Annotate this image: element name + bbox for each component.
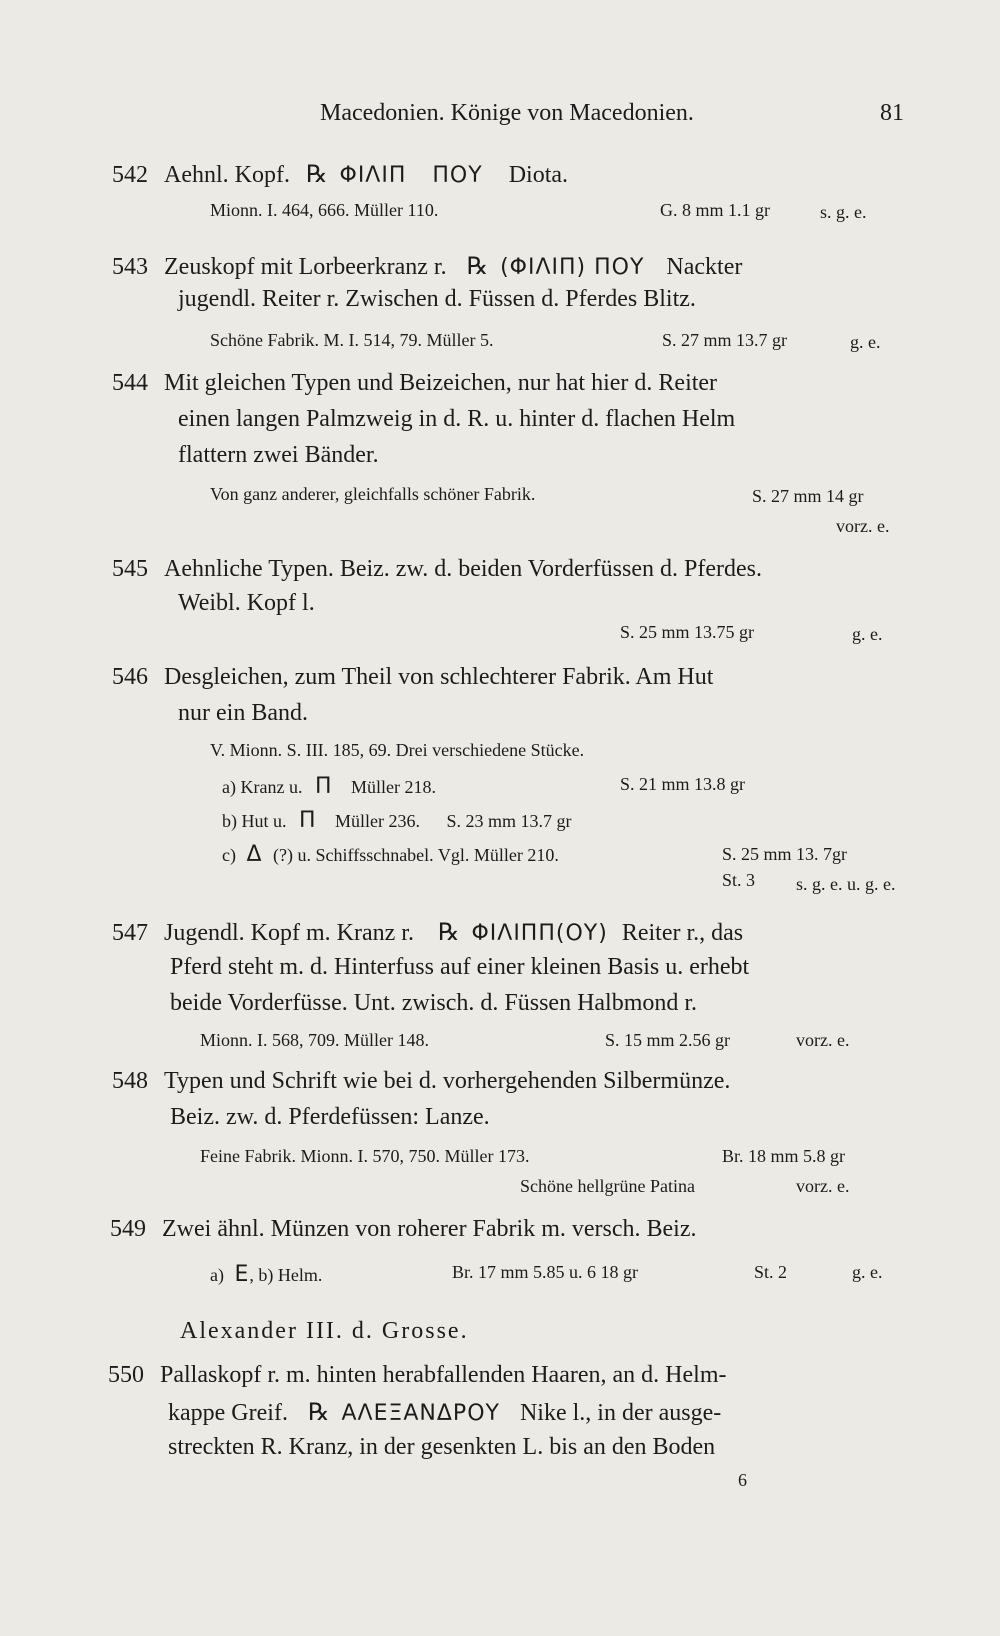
recipe-reverse-symbol: ℞ [466,254,489,280]
entry-548-reference: Feine Fabrik. Mionn. I. 570, 750. Müller 173. [200,1146,530,1166]
entry-544-line-2: einen langen Palmzweig in d. R. u. hinter d. flachen Helm [178,406,736,432]
entry-547-line-3: beide Vorderfüsse. Unt. zwisch. d. Füssen Halbmond r. [170,990,698,1016]
entry-545-line-2: Weibl. Kopf l. [178,590,315,616]
entry-548-grade: vorz. e. [796,1176,850,1196]
entry-550-line-3: streckten R. Kranz, in der gesenkten L. bis an den Boden [168,1434,716,1460]
entry-549-grade: g. e. [852,1262,883,1282]
entry-546-variant-a: a) Kranz u. Π Müller 218. [222,774,437,799]
entry-545-grade: g. e. [852,624,883,644]
entry-549-metrics: Br. 17 mm 5.85 u. 6 18 gr [452,1262,639,1282]
entry-548-line-1: 548 Typen und Schrift wie bei d. vorhergehenden Silbermünze. [112,1068,731,1094]
entry-544-grade: vorz. e. [836,516,890,536]
entry-546-variant-c-metrics: S. 25 mm 13. 7gr [722,844,848,864]
greek-letter-pi: Π [299,808,317,833]
entry-546-line-1: 546 Desgleichen, zum Theil von schlechterer Fabrik. Am Hut [112,664,714,690]
entry-547-reference: Mionn. I. 568, 709. Müller 148. [200,1030,429,1050]
entry-549-variants: a) E, b) Helm. [210,1262,323,1287]
entry-543-reference: Schöne Fabrik. M. I. 514, 79. Müller 5. [210,330,494,350]
entry-542-metrics: G. 8 mm 1.1 gr [660,200,770,220]
recipe-reverse-symbol: ℞ [307,1400,330,1426]
greek-legend: ΦΙΛΙΠ [339,163,407,188]
greek-legend: ΠΟΥ [432,163,483,188]
entry-542-reference: Mionn. I. 464, 666. Müller 110. [210,200,439,220]
entry-543-line-2: jugendl. Reiter r. Zwischen d. Füssen d. Pferdes Blitz. [178,286,696,312]
entry-546-line-2: nur ein Band. [178,700,308,726]
entry-544-reference: Von ganz anderer, gleichfalls schöner Fabrik. [210,484,536,504]
entry-549-count: St. 2 [754,1262,788,1282]
entry-546-variant-c: c) Δ (?) u. Schiffsschnabel. Vgl. Müller 210. [222,842,559,867]
running-title: Macedonien. Könige von Macedonien. [320,100,694,126]
greek-letter-epsilon: E [234,1262,250,1287]
greek-letter-pi: Π [314,774,333,799]
entry-544-line-1: 544 Mit gleichen Typen und Beizeichen, nur hat hier d. Reiter [112,370,718,396]
entry-546-grade: s. g. e. u. g. e. [796,874,896,894]
entry-548-patina: Schöne hellgrüne Patina [520,1176,695,1196]
entry-543-metrics: S. 27 mm 13.7 gr [662,330,788,350]
entry-549-line-1: 549 Zwei ähnl. Münzen von roherer Fabrik m. versch. Beiz. [110,1216,697,1242]
entry-number: 542 [112,162,148,188]
entry-545-metrics: S. 25 mm 13.75 gr [620,622,755,642]
entry-546-variant-b: b) Hut u. Π Müller 236. S. 23 mm 13.7 gr [222,808,572,833]
signature-mark: 6 [738,1470,747,1490]
entry-547-line-1: 547 Jugendl. Kopf m. Kranz r. ℞ ΦΙΛΙΠΠ(ΟΥ) Reiter r., das [112,920,744,946]
greek-legend: ΑΛΕΞΑΝΔΡΟΥ [341,1401,500,1426]
entry-547-metrics: S. 15 mm 2.56 gr [605,1030,731,1050]
entry-547-grade: vorz. e. [796,1030,850,1050]
section-heading: Alexander III. d. Grosse. [180,1318,469,1344]
entry-544-line-3: flattern zwei Bänder. [178,442,379,468]
greek-letter-delta: Δ [246,842,263,867]
entry-542-line-1: 542 Aehnl. Kopf. ℞ ΦΙΛΙΠ ΠΟΥ Diota. [112,162,569,188]
page-number: 81 [880,100,904,126]
entry-548-line-2: Beiz. zw. d. Pferdefüssen: Lanze. [170,1104,490,1130]
entry-544-metrics: S. 27 mm 14 gr [752,486,864,506]
entry-550-line-1: 550 Pallaskopf r. m. hinten herabfallenden Haaren, an d. Helm- [108,1362,727,1388]
entry-545-line-1: 545 Aehnliche Typen. Beiz. zw. d. beiden Vorderfüssen d. Pferdes. [112,556,762,582]
recipe-reverse-symbol: ℞ [437,920,460,946]
greek-legend: ΦΙΛΙΠΠ(ΟΥ) [471,921,608,946]
entry-542-grade: s. g. e. [820,202,867,222]
entry-546-count: St. 3 [722,870,756,890]
entry-543-line-1: 543 Zeuskopf mit Lorbeerkranz r. ℞ (ΦΙΛΙΠ) ΠΟΥ Nackter [112,254,743,280]
greek-legend: (ΦΙΛΙΠ) ΠΟΥ [500,255,645,280]
entry-546-variant-a-metrics: S. 21 mm 13.8 gr [620,774,746,794]
entry-550-line-2: kappe Greif. ℞ ΑΛΕΞΑΝΔΡΟΥ Nike l., in der ausge- [168,1400,722,1426]
recipe-reverse-symbol: ℞ [305,162,328,188]
entry-548-metrics: Br. 18 mm 5.8 gr [722,1146,846,1166]
entry-543-grade: g. e. [850,332,881,352]
entry-547-line-2: Pferd steht m. d. Hinterfuss auf einer kleinen Basis u. erhebt [170,954,750,980]
entry-546-reference: V. Mionn. S. III. 185, 69. Drei verschiedene Stücke. [210,740,585,760]
